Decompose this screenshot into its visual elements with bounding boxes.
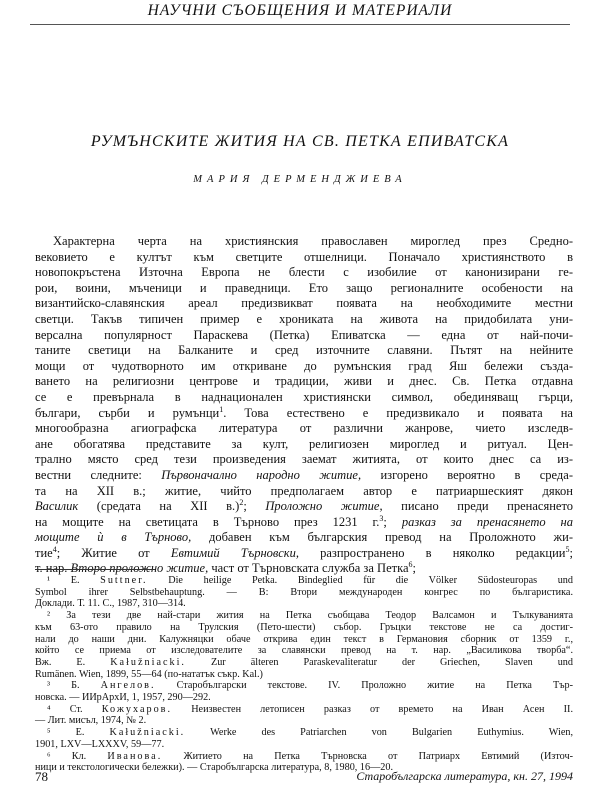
article-title: РУМЪНСКИТЕ ЖИТИЯ НА СВ. ПЕТКА ЕПИВАТСКА xyxy=(90,133,510,150)
footnote-ref: 4 xyxy=(52,544,57,554)
body-text-run: ; xyxy=(569,545,573,560)
footnote-text: Житието на Петка Търновска от Патриарх Евтимий (Източ- xyxy=(162,750,573,762)
body-text-run: (средата на XII в.) xyxy=(78,499,240,514)
footnote-text: Неизвестен летописен разказ от времето на Иван Асен II. xyxy=(172,703,573,715)
body-line xyxy=(35,406,573,422)
footnote-line xyxy=(35,704,573,716)
body-text-run: ; xyxy=(412,561,416,576)
body-text-run: разпространено в няколко редакции xyxy=(298,545,566,560)
footnote-author: Suttner. xyxy=(100,575,148,586)
body-line: мощи от чудотворното им откриване до румънския град Яш бележи създа- xyxy=(35,358,573,373)
footnote-ref: 1 xyxy=(219,404,224,414)
body-line xyxy=(35,546,573,562)
author-name: Евтимий Търновски, xyxy=(170,545,299,560)
footnote-line: новска. — ИИрАрхИ, 1, 1957, 290—292. xyxy=(35,692,211,704)
body-text-run: тие xyxy=(35,545,53,560)
journal-reference: Старобългарска литература, кн. 27, 1994 xyxy=(356,769,573,783)
body-line: светци. Такъв типичен пример е хрониката на живота на придобилата уни- xyxy=(35,311,573,326)
body-text-run: на мощите на светицата в Търново през 1231 г. xyxy=(35,514,380,529)
body-text-run: житие, чийто предполагаем автор е патриаршеският дякон xyxy=(145,483,573,498)
footnote-line: — Лит. мисъл, 1974, № 2. xyxy=(35,715,147,727)
footnote-text: Werke des Patriarchen von Bulgarien Euthymius. Wien, xyxy=(185,727,573,739)
body-text-run: писано преди пренасянето xyxy=(382,499,573,514)
body-text-run: добавен към българския превод на Проложното жи- xyxy=(191,530,573,545)
body-line xyxy=(35,499,573,515)
body-line: многообразна агиографска литература от различни жанрове, чието изследв- xyxy=(35,421,573,436)
footnote-line xyxy=(35,727,573,739)
body-text-run: та на XII в.; xyxy=(35,483,146,498)
work-title: Проложно житие, xyxy=(265,499,383,514)
body-line xyxy=(35,468,573,484)
footnote-text: Zur älteren Paraskevaliteratur der Griechen, Slaven und xyxy=(185,656,573,668)
footnote-number: ³ Б. xyxy=(47,680,101,692)
work-title: Първоначално народно житие, xyxy=(161,467,362,482)
body-text-run: част от Търновската служба за Петка xyxy=(208,561,409,576)
footnote-text: Вж. E. xyxy=(35,656,111,668)
body-text-run: вестни следните: xyxy=(35,467,162,482)
page-number: 78 xyxy=(35,769,48,784)
body-text-run: т. нар. xyxy=(35,561,71,576)
footnote-ref: 2 xyxy=(239,497,244,507)
header-rule xyxy=(30,24,570,25)
article-body xyxy=(35,234,573,577)
footnote-line: ² За тези две най-стари жития на Петка съобщава Теодор Валсамон и Тълкуванията xyxy=(47,610,573,622)
footnotes xyxy=(35,575,573,774)
work-title: разказ за пренасянето на xyxy=(401,514,573,529)
body-line xyxy=(35,484,573,500)
footnote-author: Kałužniacki. xyxy=(109,727,186,739)
footnote-author: Иванова. xyxy=(107,750,163,762)
work-title: Второ проложно житие, xyxy=(70,561,209,576)
body-line: Характерна черта на християнския православен мироглед през Средно- xyxy=(53,234,573,248)
body-text-run: изгорено вероятно в среда- xyxy=(361,467,573,482)
footnote-line: към 63-ото правило на Трулския (Пето-шести) събор. Гръцки текстове не са достиг- xyxy=(35,621,573,633)
author-name: Василик xyxy=(35,499,79,514)
body-text-run: ; Житие от xyxy=(56,545,171,560)
footnote-author: Ангелов. xyxy=(100,680,156,692)
body-line: рои, воини, мъченици и праведници. Ето защо регионалните особености на xyxy=(35,280,573,295)
footnote-author: Кожухаров. xyxy=(101,703,173,715)
body-text-run: . Това естествено е предизвикало и появата на xyxy=(223,405,573,420)
footnote-ref: 3 xyxy=(379,513,384,523)
body-line xyxy=(35,530,573,546)
body-line: ане обогатява представите за култ, религиозен мироглед и ритуал. Цен- xyxy=(35,436,573,451)
footnote-text: Die heilige Petka. Bindeglied für die Völker Südosteuropas und xyxy=(147,575,573,586)
footnote-line xyxy=(35,657,573,669)
footnote-line: Symbol ihrer Selbstbehauptung. — В: Втори международен конгрес по българистика. xyxy=(35,586,573,598)
body-text-run: ; xyxy=(383,514,402,529)
footnote-line: Rumänen. Wien, 1899, 55—64 (по-нататък съкр. Kal.) xyxy=(35,668,263,680)
article-author: МАРИЯ ДЕРМЕНДЖИЕВА xyxy=(193,174,407,185)
footnote-rule xyxy=(35,569,155,570)
footnote-number: ⁶ Кл. xyxy=(47,750,108,762)
footnote-line xyxy=(35,575,573,587)
footnote-line: нали до наши дни. Калужняцки обаче открива един текст в Германовия сборник от 1359 г., xyxy=(35,633,573,645)
footnote-ref: 6 xyxy=(408,560,413,570)
body-line: вековието е култът към светците отшелници. Поначало християнството в xyxy=(35,249,573,264)
footnote-line: Доклади. Т. 11. С., 1987, 310—314. xyxy=(35,598,186,610)
body-line: византийско-славянския ареал предизвикват появата на необходимите местни xyxy=(35,296,573,311)
body-line: таните светици на Балканите и сред източните славяни. Пътят на нейните xyxy=(35,343,573,358)
body-line: версална популярност Параскева (Петка) Епиватска — една от най-почи- xyxy=(35,327,573,342)
body-line xyxy=(35,515,573,531)
body-line: се е превърнала в наднационален християнски символ, обединяващ гърци, xyxy=(35,389,573,404)
work-title: мощите ѝ в Търново, xyxy=(35,530,192,545)
footnote-line: който се приема от изследователите за славянски превод на т. нар. „Василикова творба“. xyxy=(35,645,573,657)
footnote-text: Старобългарски текстове. IV. Проложно житие на Петка Тър- xyxy=(155,680,574,692)
footnote-line xyxy=(35,680,573,692)
footnote-line: 1901, LXV—LXXXV, 59—77. xyxy=(35,738,165,750)
section-header: НАУЧНИ СЪОБЩЕНИЯ И МАТЕРИАЛИ xyxy=(147,2,453,19)
body-text-run: ; xyxy=(243,499,266,514)
body-line: ването на религиозни центрове и традиции, живи и днес. Св. Петка отдавна xyxy=(35,374,573,389)
footnote-line xyxy=(35,751,573,763)
footnote-line: ници и текстологически бележки). — Старобългарска литература, 8, 1980, 16—20. xyxy=(35,762,393,774)
footnote-number: ⁵ E. xyxy=(47,727,110,739)
body-line: трално място сред тези произведения заемат житията, от които днес са из- xyxy=(35,452,573,467)
footnote-number: ¹ E. xyxy=(47,575,101,586)
body-line: новопокръстена Източна Европа не блести с изобилие от канонизирани ге- xyxy=(35,265,573,280)
footnote-author: Kałužniacki. xyxy=(110,656,186,668)
footnote-ref: 5 xyxy=(565,544,570,554)
footnote-number: ⁴ Ст. xyxy=(47,703,102,715)
body-text-run: българи, сърби и румънци xyxy=(35,405,220,420)
